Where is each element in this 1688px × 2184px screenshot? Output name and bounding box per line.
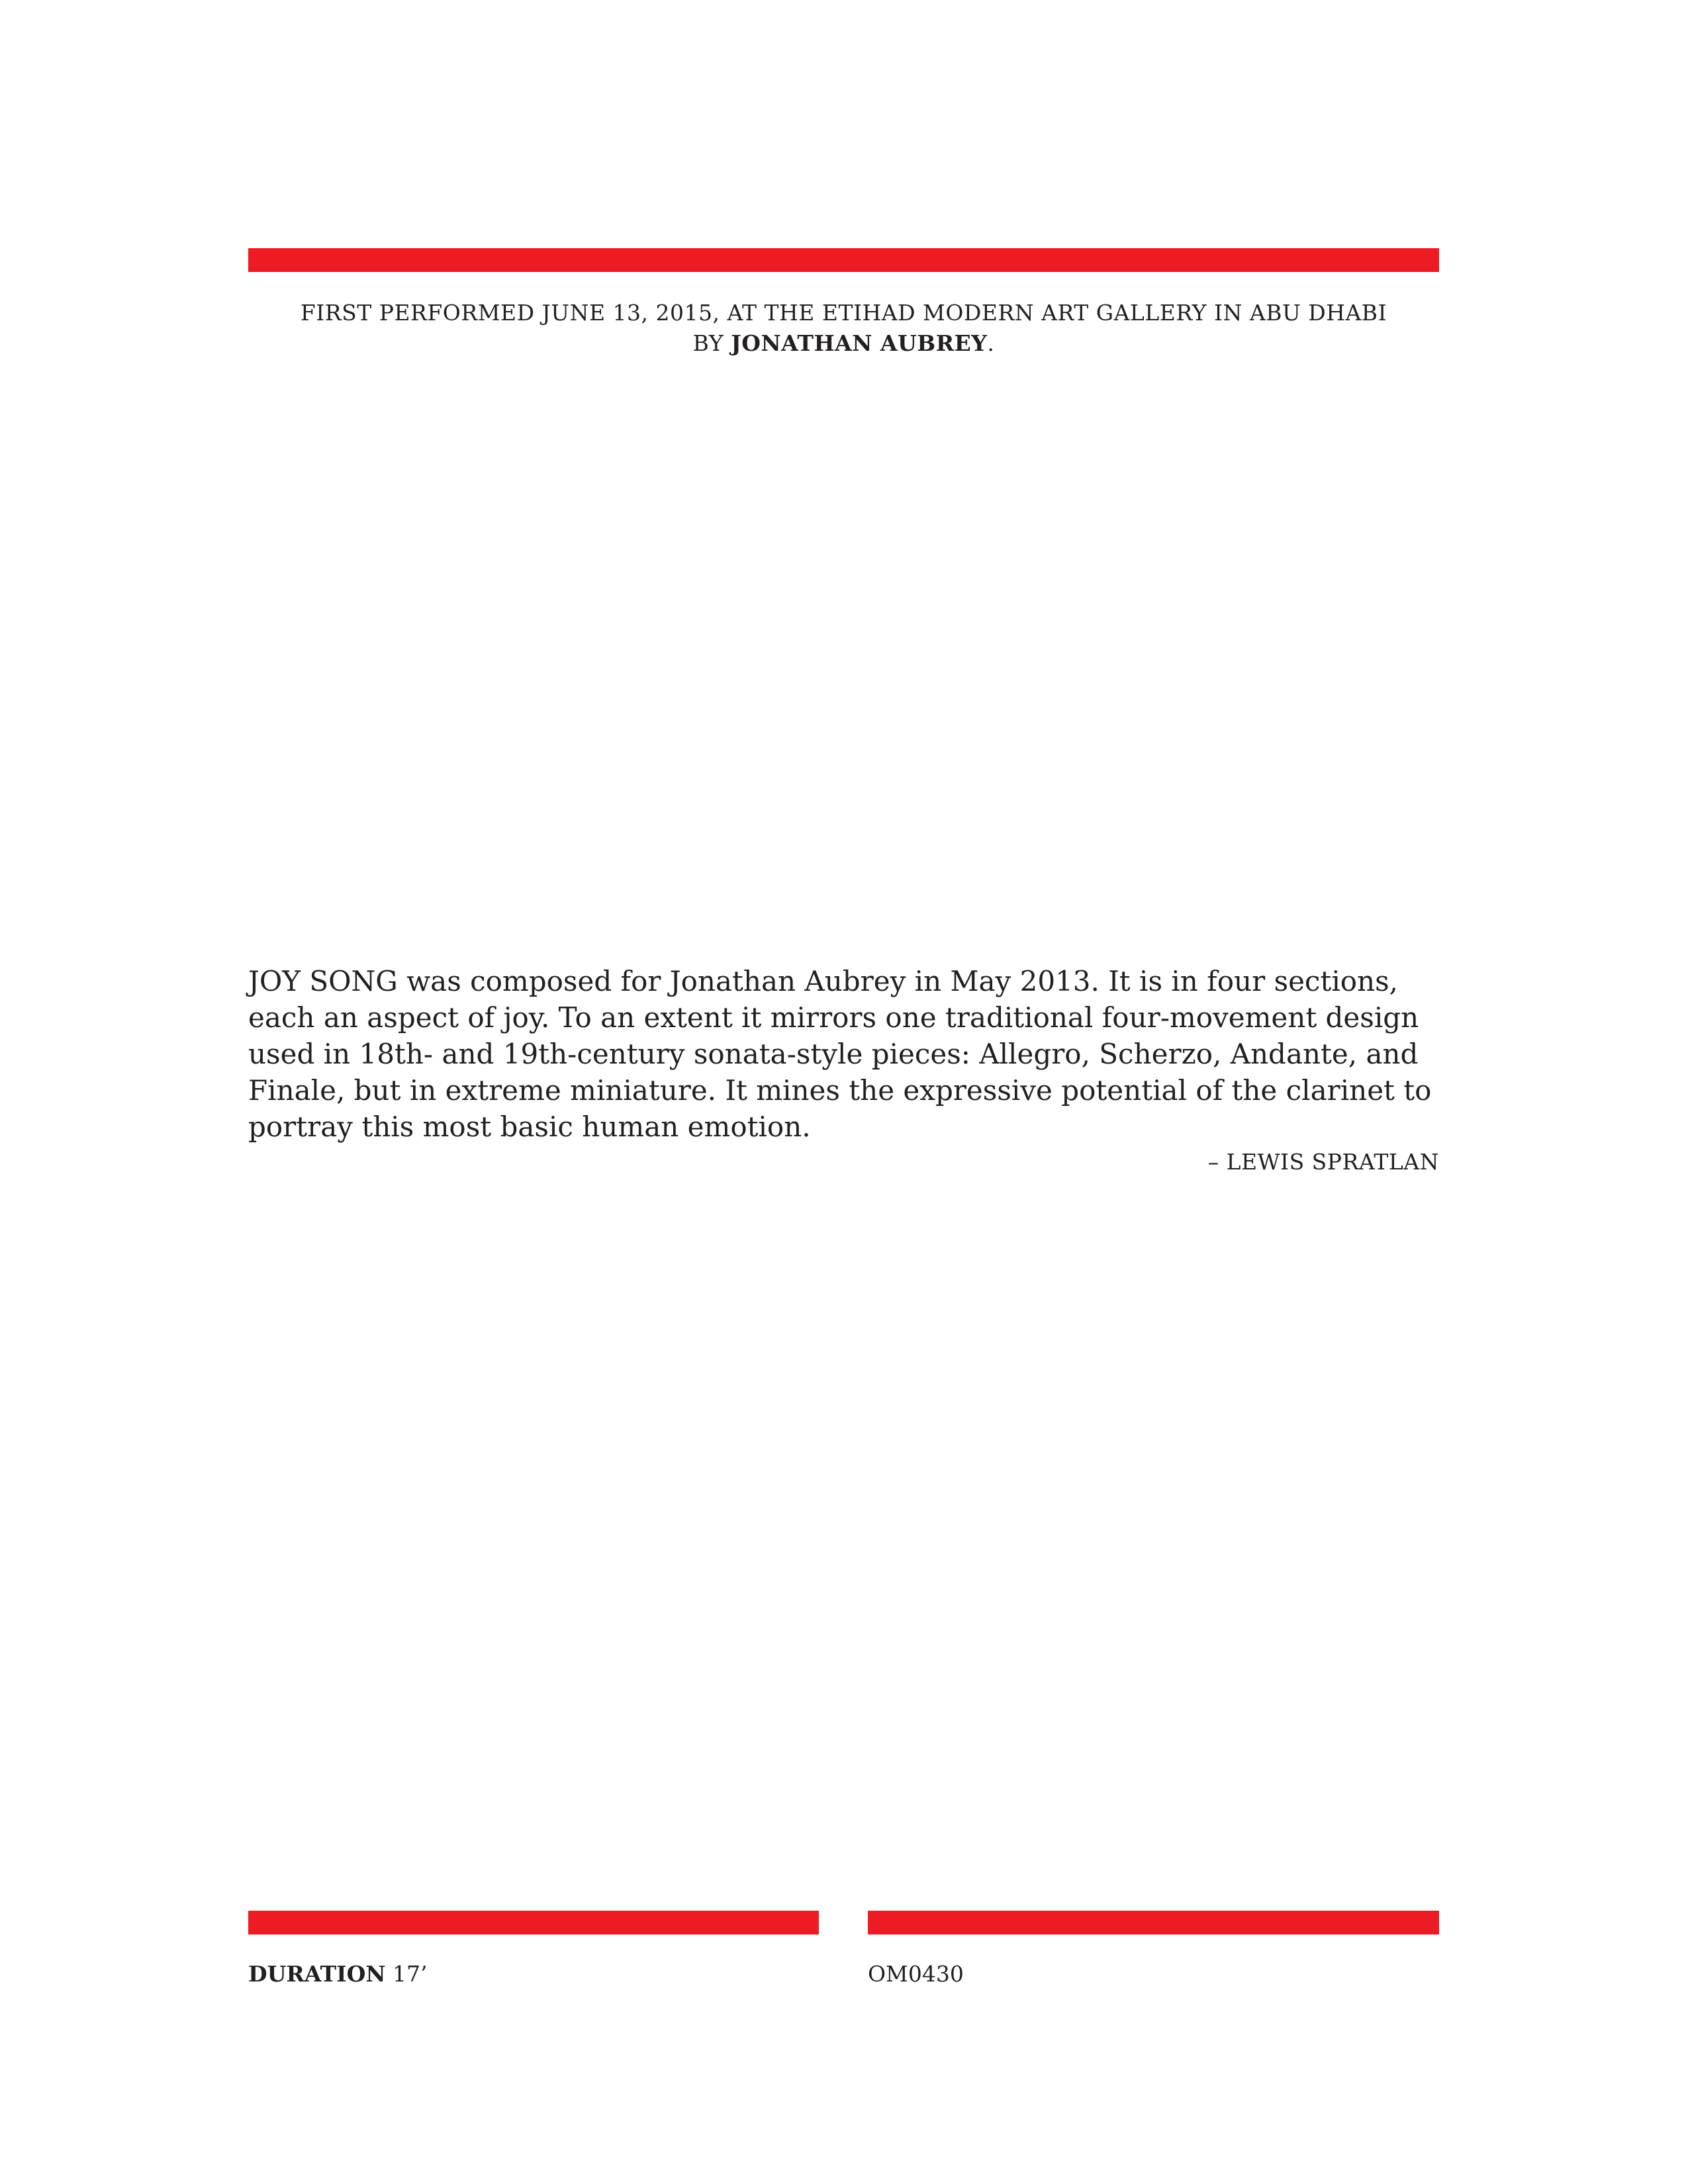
duration-value: 17’ — [385, 1961, 428, 1987]
program-note-line: JOY SONG was composed for Jonathan Aubrey in May 2013. It is in four sections, — [248, 965, 1398, 997]
premiere-period: . — [987, 330, 995, 356]
program-note-line: used in 18th- and 19th-century sonata-style pieces: Allegro, Scherzo, Andante, and — [248, 1038, 1419, 1070]
program-note-line: portray this most basic human emotion. — [248, 1111, 811, 1143]
program-note-line: Finale, but in extreme miniature. It mines the expressive potential of the clarinet to — [248, 1074, 1432, 1107]
program-note-line: each an aspect of joy. To an extent it mirrors one traditional four-movement design — [248, 1001, 1419, 1034]
note-attribution: – LEWIS SPRATLAN — [1207, 1149, 1439, 1175]
catalog-number: OM0430 — [868, 1961, 964, 1987]
premiere-info — [248, 298, 1439, 359]
premiere-by: BY — [692, 330, 731, 356]
bottom-right-red-rule — [868, 1911, 1439, 1934]
premiere-line-1: FIRST PERFORMED JUNE 13, 2015, AT THE ETIHAD MODERN ART GALLERY IN ABU DHABI — [300, 300, 1387, 326]
performer-name: JONATHAN AUBREY — [731, 330, 988, 356]
program-note — [248, 963, 1432, 1145]
duration — [248, 1959, 428, 1989]
top-red-rule — [248, 248, 1439, 272]
bottom-left-red-rule — [248, 1911, 819, 1934]
premiere-line-2 — [248, 328, 1439, 359]
duration-label: DURATION — [248, 1961, 386, 1987]
